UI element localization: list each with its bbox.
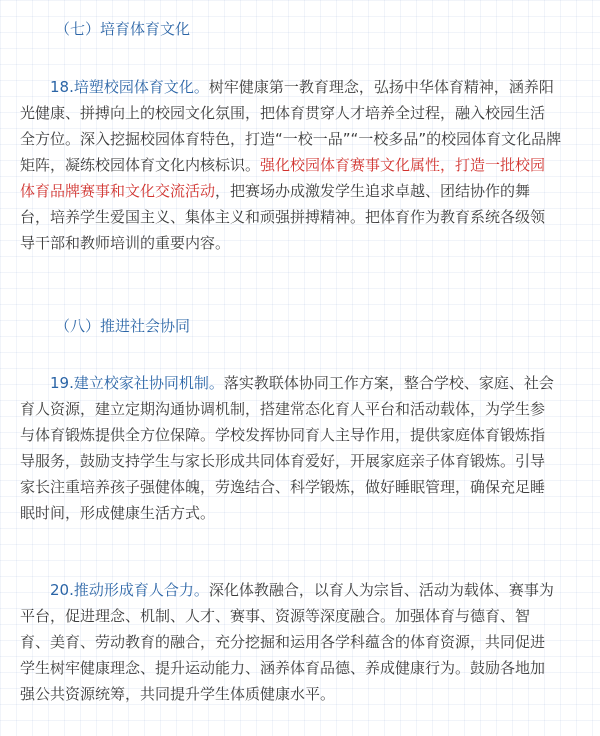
paragraph-18 bbox=[20, 74, 580, 256]
paragraph-18-line-3: 全方位。深入挖掘校园体育特色，打造“一校一品”“一校多品”的校园体育文化品牌 bbox=[20, 130, 562, 148]
paragraph-19-line-1: 19.建立校家社协同机制。落实教联体协同工作方案，整合学校、家庭、社会 bbox=[50, 374, 554, 392]
paragraph-18-line-2: 光健康、拼搏向上的校园文化氛围，把体育贯穿人才培养全过程，融入校园生活 bbox=[20, 104, 546, 122]
paragraph-19-line-4: 导服务，鼓励支持学生与家长形成共同体育爱好，开展家庭亲子体育锻炼。引导 bbox=[20, 452, 546, 470]
paragraph-19-lead: 19.建立校家社协同机制。 bbox=[50, 374, 224, 392]
paragraph-18-lead: 18.培塑校园体育文化。 bbox=[50, 78, 209, 96]
highlight-text: 强化校园体育赛事文化属性，打造一批校园 bbox=[260, 156, 546, 174]
paragraph-19-line-2: 育人资源，建立定期沟通协调机制，搭建常态化育人平台和活动载体，为学生参 bbox=[20, 400, 546, 418]
paragraph-20-line-3: 育、美育、劳动教育的融合，充分挖掘和运用各学科蕴含的体育资源，共同促进 bbox=[20, 633, 546, 651]
paragraph-18-line-1: 18.培塑校园体育文化。树牢健康第一教育理念，弘扬中华体育精神，涵养阳 bbox=[50, 78, 554, 96]
paragraph-19-line-3: 与体育锻炼提供全方位保障。学校发挥协同育人主导作用，提供家庭体育锻炼指 bbox=[20, 426, 546, 444]
paragraph-20-line-1: 20.推动形成育人合力。深化体教融合，以育人为宗旨、活动为载体、赛事为 bbox=[50, 581, 554, 599]
paragraph-20-line-4: 学生树牢健康理念、提升运动能力、涵养体育品德、养成健康行为。鼓励各地加 bbox=[20, 659, 546, 677]
paragraph-19 bbox=[20, 370, 580, 526]
paragraph-18-line-4: 矩阵，凝练校园体育文化内核标识。强化校园体育赛事文化属性，打造一批校园 bbox=[20, 156, 546, 174]
paragraph-20 bbox=[20, 577, 580, 707]
paragraph-20-line-5: 强公共资源统筹，共同提升学生体质健康水平。 bbox=[20, 685, 336, 703]
highlight-text-prefix: 体 bbox=[20, 182, 36, 200]
paragraph-18-line-5: 体育品牌赛事和文化交流活动，把赛场办成激发学生追求卓越、团结协作的舞 bbox=[20, 182, 531, 200]
paragraph-18-line-7: 导干部和教师培训的重要内容。 bbox=[20, 234, 231, 252]
paragraph-18-line-6: 台，培养学生爱国主义、集体主义和顽强拼搏精神。把体育作为教育系统各级领 bbox=[20, 208, 546, 226]
section-heading-8: （八）推进社会协同 bbox=[55, 317, 191, 335]
paragraph-20-line-2: 平台，促进理念、机制、人才、赛事、资源等深度融合。加强体育与德育、智 bbox=[20, 607, 531, 625]
highlight-text-cont: 育品牌赛事和文化交流活动 bbox=[35, 182, 216, 200]
paragraph-19-line-5: 家长注重培养孩子强健体魄，劳逸结合、科学锻炼，做好睡眠管理，确保充足睡 bbox=[20, 478, 546, 496]
paragraph-19-line-6: 眠时间，形成健康生活方式。 bbox=[20, 504, 216, 522]
paragraph-20-lead: 20.推动形成育人合力。 bbox=[50, 581, 209, 599]
section-heading-7: （七）培育体育文化 bbox=[55, 20, 191, 38]
